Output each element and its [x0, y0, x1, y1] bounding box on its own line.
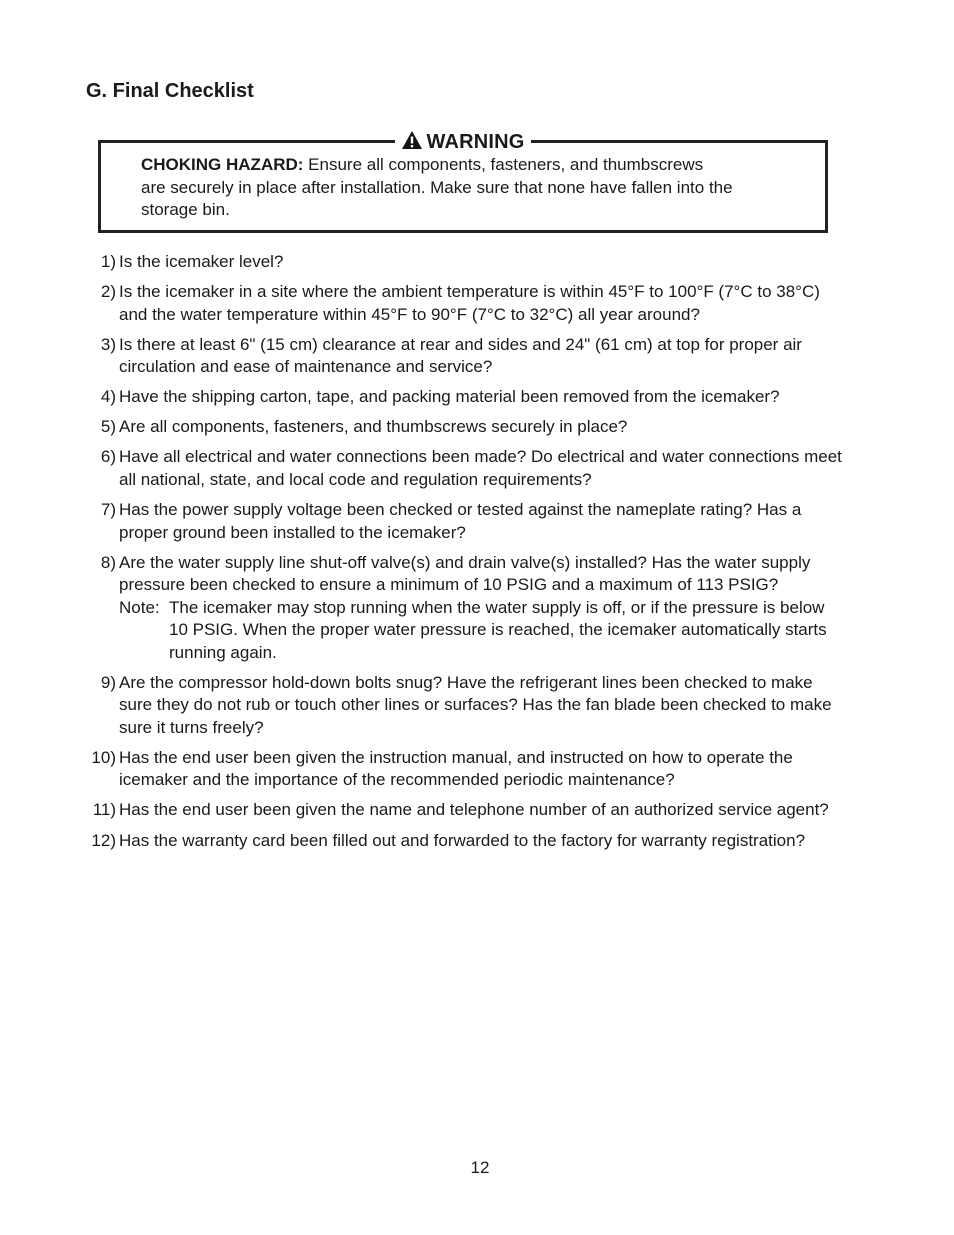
warning-text-line1: Ensure all components, fasteners, and thumbscrews: [303, 155, 704, 174]
item-text: Have all electrical and water connections been made? Do electrical and water connections meet all national, state, and local code and regulation requirements?: [119, 447, 842, 489]
item-number: 3): [100, 334, 116, 354]
item-text: Are the compressor hold-down bolts snug? Have the refrigerant lines been checked to make sure they do not rub or touch other lines or surfaces? Has the fan blade been checked to make sure it turns freely?: [119, 672, 832, 737]
warning-label: CHOKING HAZARD:: [141, 155, 304, 174]
item-text: Are the water supply line shut-off valve(s) and drain valve(s) installed? Has the water supply pressure been checked to ensure a minimum of 10 PSIG and a maximum of 113 PSIG?: [119, 552, 811, 595]
item-number: 5): [100, 417, 116, 437]
item-number: 1): [100, 252, 116, 271]
warning-text-line2: are securely in place after installation. Make sure that none have fallen into the: [141, 177, 733, 197]
item-text: Has the warranty card been filled out and forwarded to the factory for warranty registration?: [119, 830, 806, 850]
item-text: Have the shipping carton, tape, and packing material been removed from the icemaker?: [119, 387, 780, 407]
note-text: The icemaker may stop running when the water supply is off, or if the pressure is below 10 PSIG. When the proper water pressure is reached, the icemaker automatically starts running again.: [169, 597, 827, 662]
item-number: 11): [92, 800, 116, 820]
item-number: 7): [100, 500, 116, 520]
note-label: Note:: [119, 597, 160, 617]
item-text: Is the icemaker in a site where the ambient temperature is within 45°F to 100°F (7°C to 38°C) and the water temperature within 45°F to 90°F (7°C to 32°C) all year around?: [119, 282, 820, 324]
checklist-item: [86, 672, 846, 740]
checklist-item: [86, 416, 846, 439]
warning-heading: WARNING: [426, 131, 525, 153]
checklist-item: [86, 281, 846, 326]
item-number: 10): [91, 747, 116, 767]
item-text: Has the end user been given the name and telephone number of an authorized service agent?: [119, 800, 829, 820]
checklist-item: [86, 499, 846, 544]
item-number: 2): [100, 282, 116, 302]
warning-text-line3: storage bin.: [141, 200, 230, 219]
checklist-item: [86, 799, 846, 822]
warning-text: [141, 154, 805, 222]
item-number: 9): [100, 672, 116, 692]
item-number: 12): [91, 830, 116, 850]
warning-header: [101, 130, 825, 155]
checklist-item: [86, 386, 846, 409]
checklist: [86, 251, 846, 860]
checklist-item: [86, 334, 846, 379]
checklist-item: [86, 446, 846, 491]
checklist-item: [86, 251, 846, 274]
item-note: [119, 597, 846, 665]
warning-box: [98, 131, 828, 233]
item-text: Are all components, fasteners, and thumbscrews securely in place?: [119, 417, 628, 437]
section-title: G. Final Checklist: [86, 80, 254, 102]
item-text: Has the end user been given the instruction manual, and instructed on how to operate the icemaker and the importance of the recommended periodic maintenance?: [119, 747, 793, 790]
item-text: Is the icemaker level?: [119, 252, 284, 271]
item-number: 8): [100, 552, 116, 572]
item-number: 4): [100, 387, 116, 407]
checklist-item: [86, 830, 846, 853]
warning-triangle-icon: [401, 130, 423, 150]
page-number: 12: [470, 1158, 490, 1177]
checklist-item: [86, 552, 846, 665]
checklist-item: [86, 747, 846, 792]
item-text: Is there at least 6" (15 cm) clearance at rear and sides and 24" (61 cm) at top for proper air circulation and ease of maintenance and service?: [119, 334, 802, 377]
item-text: Has the power supply voltage been checked or tested against the nameplate rating? Has a proper ground been installed to the icemaker?: [119, 500, 802, 542]
item-number: 6): [100, 447, 116, 467]
